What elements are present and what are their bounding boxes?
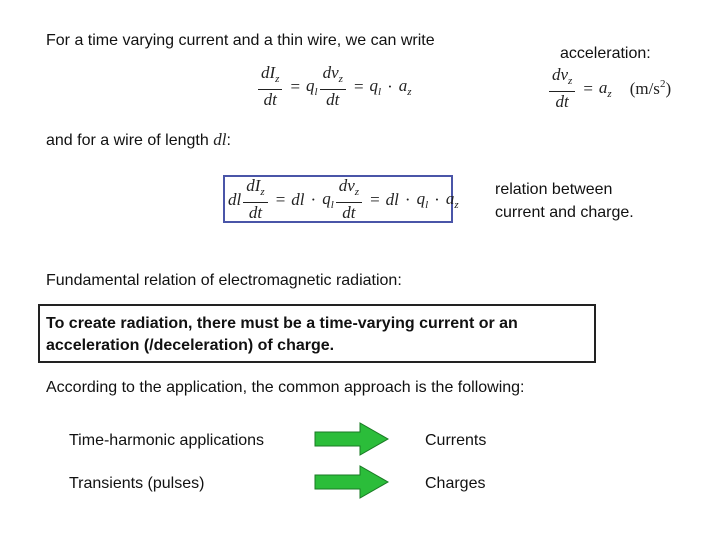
fundamental-line-1: To create radiation, there must be a time-varying current or an <box>46 315 518 332</box>
dIz-dt-fraction: $\frac{dI_z}{dt}$ <box>243 177 267 222</box>
accel-fraction: $\frac{dv_z}{dt}$ <box>549 66 575 111</box>
approach-text: According to the application, the common approach is the following: <box>46 379 525 396</box>
acceleration-label: acceleration: <box>560 45 651 62</box>
time-harmonic-label: Time-harmonic applications <box>69 432 265 449</box>
dv-dt-fraction: $\frac{dv_z}{dt}$ <box>320 64 346 109</box>
currents-label: Currents <box>425 432 487 449</box>
relation-line-1: relation between <box>495 181 613 198</box>
right-arrow-icon <box>314 422 390 456</box>
current-derivative-equation: $\frac{dI_z}{dt}$ = $q_l$ $\frac{dv_z}{dt}$ = $q_l$ · $a_z$ <box>256 64 412 109</box>
relation-line-2: current and charge. <box>495 204 634 221</box>
transients-label: Transients (pulses) <box>69 475 205 492</box>
right-arrow-icon <box>314 465 390 499</box>
wire-length-text: and for a wire of length dl: <box>46 130 231 149</box>
dI-dt-fraction: $\frac{dI_z}{dt}$ <box>258 64 282 109</box>
intro-text: For a time varying current and a thin wire, we can write <box>46 32 435 49</box>
charges-label: Charges <box>425 475 486 492</box>
acceleration-equation: $\frac{dv_z}{dt}$ = $a_z$ $(m/s^2)$ <box>547 66 671 111</box>
fundamental-heading: Fundamental relation of electromagnetic radiation: <box>46 272 402 289</box>
current-charge-equation: dl $\frac{dI_z}{dt}$ = dl · $q_l$ $\frac{dv_z}{dt}$ = dl · $q_l$ · $a_z$ <box>228 176 459 222</box>
dvz-dt-fraction: $\frac{dv_z}{dt}$ <box>336 177 362 222</box>
fundamental-line-2: acceleration (/deceleration) of charge. <box>46 337 335 354</box>
